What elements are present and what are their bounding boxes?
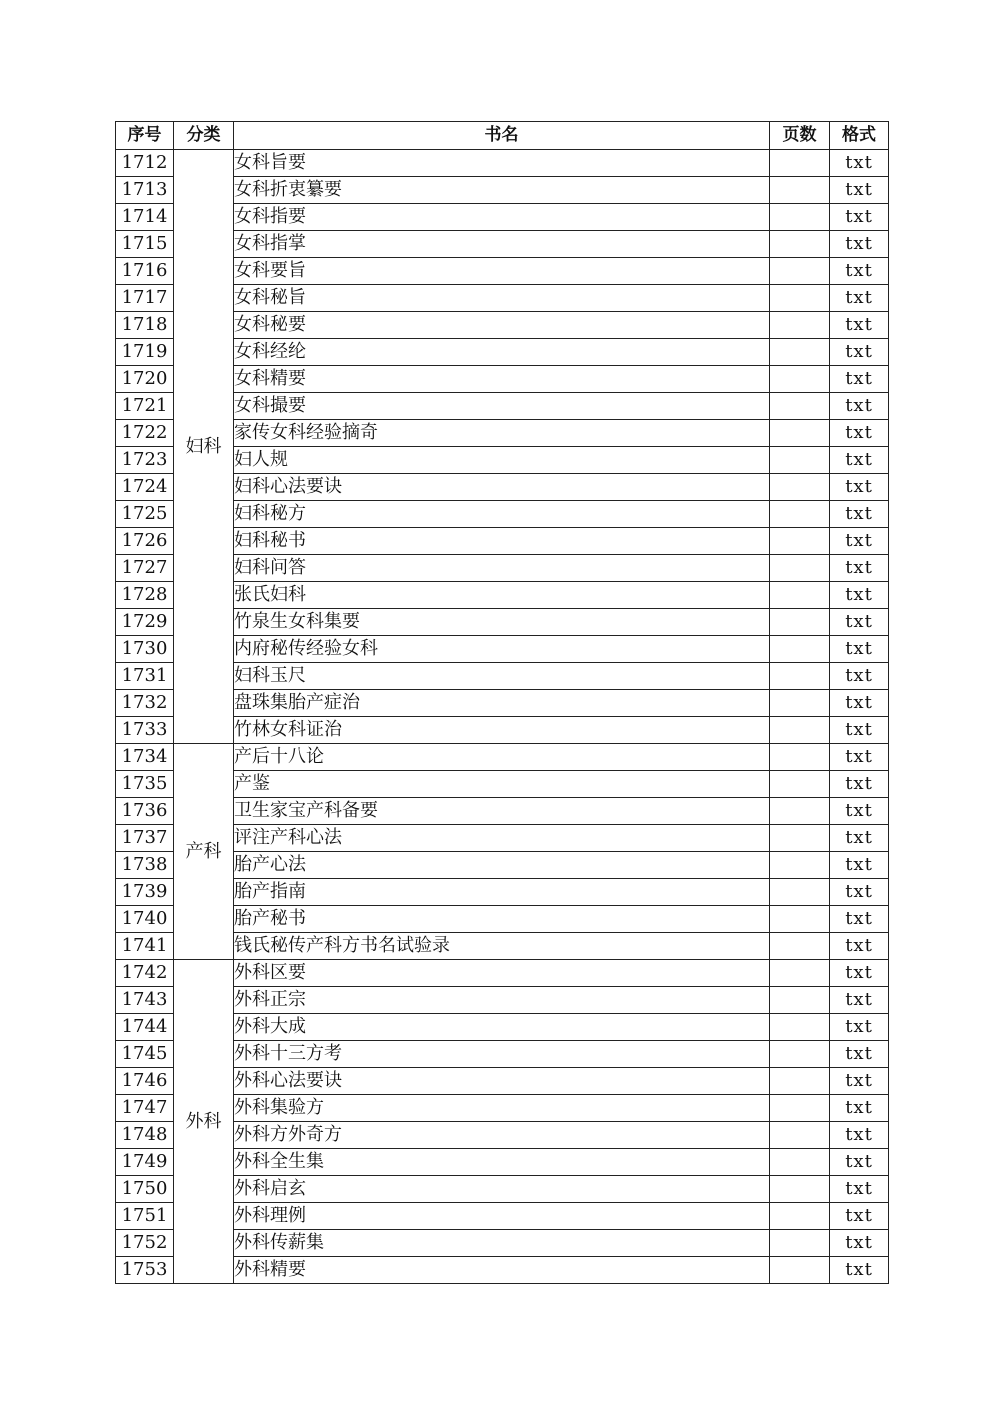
row-number: 1752 [116, 1230, 174, 1257]
book-title: 竹林女科证治 [234, 717, 770, 744]
file-format: txt [830, 582, 889, 609]
file-format: txt [830, 285, 889, 312]
table-header [116, 122, 889, 150]
page-count [770, 339, 830, 366]
file-format: txt [830, 1203, 889, 1230]
book-title: 外科启玄 [234, 1176, 770, 1203]
book-title: 产鉴 [234, 771, 770, 798]
row-number: 1720 [116, 366, 174, 393]
row-number: 1726 [116, 528, 174, 555]
book-title: 女科经纶 [234, 339, 770, 366]
page-count [770, 150, 830, 177]
page-count [770, 393, 830, 420]
row-number: 1715 [116, 231, 174, 258]
category-cell: 妇科 [174, 150, 234, 744]
file-format: txt [830, 1149, 889, 1176]
table-row [116, 960, 889, 987]
book-title: 女科撮要 [234, 393, 770, 420]
book-title: 女科指掌 [234, 231, 770, 258]
book-catalog-table [115, 121, 889, 1284]
file-format: txt [830, 663, 889, 690]
book-title: 女科秘要 [234, 312, 770, 339]
file-format: txt [830, 960, 889, 987]
table-body [116, 150, 889, 1284]
page-count [770, 717, 830, 744]
page-count [770, 1014, 830, 1041]
file-format: txt [830, 771, 889, 798]
page-count [770, 177, 830, 204]
page-count [770, 744, 830, 771]
book-title: 外科全生集 [234, 1149, 770, 1176]
file-format: txt [830, 528, 889, 555]
row-number: 1744 [116, 1014, 174, 1041]
row-number: 1753 [116, 1257, 174, 1284]
row-number: 1714 [116, 204, 174, 231]
page-count [770, 1122, 830, 1149]
book-title: 外科十三方考 [234, 1041, 770, 1068]
page-count [770, 906, 830, 933]
file-format: txt [830, 825, 889, 852]
file-format: txt [830, 177, 889, 204]
row-number: 1745 [116, 1041, 174, 1068]
file-format: txt [830, 447, 889, 474]
page-count [770, 1041, 830, 1068]
page-count [770, 987, 830, 1014]
page-count [770, 366, 830, 393]
page-count [770, 879, 830, 906]
file-format: txt [830, 204, 889, 231]
row-number: 1713 [116, 177, 174, 204]
file-format: txt [830, 933, 889, 960]
file-format: txt [830, 1176, 889, 1203]
book-title: 外科理例 [234, 1203, 770, 1230]
book-title: 妇人规 [234, 447, 770, 474]
file-format: txt [830, 393, 889, 420]
book-title: 钱氏秘传产科方书名试验录 [234, 933, 770, 960]
page-count [770, 1149, 830, 1176]
row-number: 1738 [116, 852, 174, 879]
file-format: txt [830, 258, 889, 285]
row-number: 1712 [116, 150, 174, 177]
header-title: 书名 [234, 122, 770, 150]
row-number: 1725 [116, 501, 174, 528]
page-count [770, 285, 830, 312]
page-count [770, 258, 830, 285]
book-title: 外科心法要诀 [234, 1068, 770, 1095]
row-number: 1727 [116, 555, 174, 582]
book-title: 胎产心法 [234, 852, 770, 879]
category-cell: 产科 [174, 744, 234, 960]
page-count [770, 1230, 830, 1257]
book-title: 女科旨要 [234, 150, 770, 177]
book-title: 胎产指南 [234, 879, 770, 906]
file-format: txt [830, 1257, 889, 1284]
row-number: 1749 [116, 1149, 174, 1176]
page-count [770, 420, 830, 447]
book-title: 妇科玉尺 [234, 663, 770, 690]
row-number: 1724 [116, 474, 174, 501]
book-title: 女科要旨 [234, 258, 770, 285]
file-format: txt [830, 1230, 889, 1257]
book-title: 家传女科经验摘奇 [234, 420, 770, 447]
file-format: txt [830, 312, 889, 339]
header-number: 序号 [116, 122, 174, 150]
file-format: txt [830, 231, 889, 258]
file-format: txt [830, 987, 889, 1014]
book-title: 外科区要 [234, 960, 770, 987]
file-format: txt [830, 1068, 889, 1095]
page-count [770, 555, 830, 582]
page-count [770, 933, 830, 960]
page-count [770, 852, 830, 879]
page-count [770, 501, 830, 528]
header-pages: 页数 [770, 122, 830, 150]
page-count [770, 1203, 830, 1230]
row-number: 1732 [116, 690, 174, 717]
file-format: txt [830, 636, 889, 663]
row-number: 1751 [116, 1203, 174, 1230]
book-title: 女科秘旨 [234, 285, 770, 312]
book-title: 竹泉生女科集要 [234, 609, 770, 636]
file-format: txt [830, 906, 889, 933]
book-title: 张氏妇科 [234, 582, 770, 609]
book-title: 外科正宗 [234, 987, 770, 1014]
book-title: 内府秘传经验女科 [234, 636, 770, 663]
page-count [770, 1257, 830, 1284]
book-title: 女科精要 [234, 366, 770, 393]
page-count [770, 960, 830, 987]
file-format: txt [830, 1122, 889, 1149]
row-number: 1736 [116, 798, 174, 825]
book-title: 妇科秘方 [234, 501, 770, 528]
book-title: 胎产秘书 [234, 906, 770, 933]
row-number: 1728 [116, 582, 174, 609]
page-count [770, 312, 830, 339]
book-title: 外科方外奇方 [234, 1122, 770, 1149]
row-number: 1721 [116, 393, 174, 420]
row-number: 1730 [116, 636, 174, 663]
file-format: txt [830, 609, 889, 636]
file-format: txt [830, 420, 889, 447]
page-count [770, 1176, 830, 1203]
book-title: 产后十八论 [234, 744, 770, 771]
file-format: txt [830, 879, 889, 906]
file-format: txt [830, 1041, 889, 1068]
file-format: txt [830, 366, 889, 393]
header-format: 格式 [830, 122, 889, 150]
book-title: 女科折衷纂要 [234, 177, 770, 204]
row-number: 1731 [116, 663, 174, 690]
page-count [770, 528, 830, 555]
row-number: 1717 [116, 285, 174, 312]
row-number: 1723 [116, 447, 174, 474]
row-number: 1719 [116, 339, 174, 366]
table-row [116, 744, 889, 771]
page-count [770, 204, 830, 231]
row-number: 1742 [116, 960, 174, 987]
book-title: 妇科问答 [234, 555, 770, 582]
header-row [116, 122, 889, 150]
header-category: 分类 [174, 122, 234, 150]
row-number: 1718 [116, 312, 174, 339]
file-format: txt [830, 717, 889, 744]
page-count [770, 582, 830, 609]
book-title: 女科指要 [234, 204, 770, 231]
category-cell: 外科 [174, 960, 234, 1284]
file-format: txt [830, 501, 889, 528]
book-title: 外科集验方 [234, 1095, 770, 1122]
row-number: 1739 [116, 879, 174, 906]
row-number: 1722 [116, 420, 174, 447]
row-number: 1740 [116, 906, 174, 933]
row-number: 1743 [116, 987, 174, 1014]
book-title: 妇科心法要诀 [234, 474, 770, 501]
file-format: txt [830, 852, 889, 879]
row-number: 1729 [116, 609, 174, 636]
page-count [770, 447, 830, 474]
row-number: 1716 [116, 258, 174, 285]
page-count [770, 771, 830, 798]
book-title: 外科大成 [234, 1014, 770, 1041]
book-title: 妇科秘书 [234, 528, 770, 555]
row-number: 1737 [116, 825, 174, 852]
file-format: txt [830, 1014, 889, 1041]
row-number: 1741 [116, 933, 174, 960]
file-format: txt [830, 744, 889, 771]
file-format: txt [830, 474, 889, 501]
file-format: txt [830, 150, 889, 177]
page-count [770, 1095, 830, 1122]
row-number: 1734 [116, 744, 174, 771]
file-format: txt [830, 798, 889, 825]
row-number: 1746 [116, 1068, 174, 1095]
page-count [770, 609, 830, 636]
page-count [770, 798, 830, 825]
page-count [770, 663, 830, 690]
book-title: 盘珠集胎产症治 [234, 690, 770, 717]
file-format: txt [830, 690, 889, 717]
file-format: txt [830, 555, 889, 582]
row-number: 1748 [116, 1122, 174, 1149]
book-title: 评注产科心法 [234, 825, 770, 852]
page-count [770, 1068, 830, 1095]
page-count [770, 690, 830, 717]
row-number: 1735 [116, 771, 174, 798]
file-format: txt [830, 1095, 889, 1122]
book-title: 外科精要 [234, 1257, 770, 1284]
row-number: 1733 [116, 717, 174, 744]
file-format: txt [830, 339, 889, 366]
book-title: 卫生家宝产科备要 [234, 798, 770, 825]
page-count [770, 474, 830, 501]
table-row [116, 150, 889, 177]
page-count [770, 636, 830, 663]
row-number: 1750 [116, 1176, 174, 1203]
book-title: 外科传薪集 [234, 1230, 770, 1257]
row-number: 1747 [116, 1095, 174, 1122]
page-count [770, 825, 830, 852]
page-count [770, 231, 830, 258]
